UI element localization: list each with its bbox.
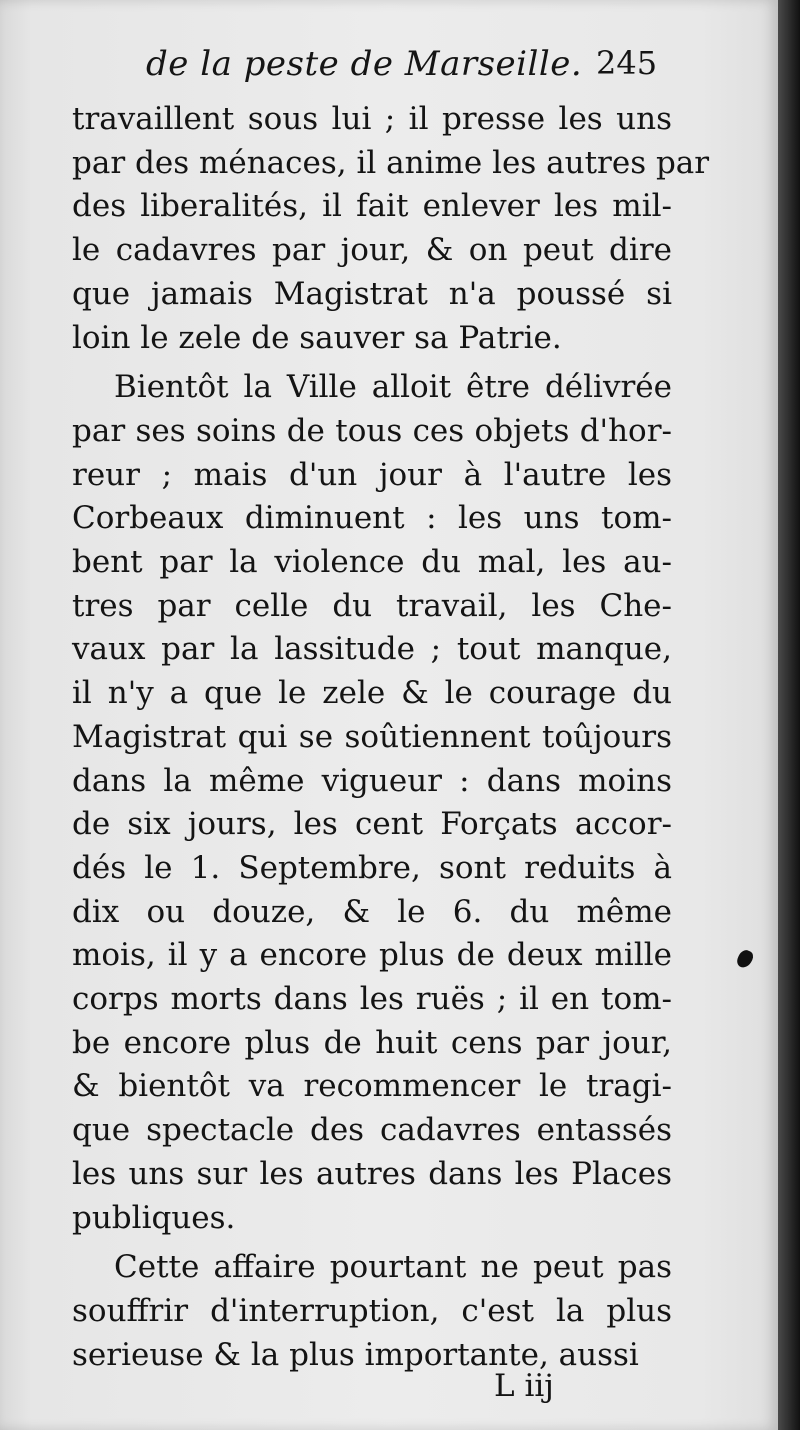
text-line: reur ; mais d'un jour à l'autre les [72,456,672,493]
text-line: Magistrat qui se soûtiennent toûjours [72,718,672,755]
text-line: par ses soins de tous ces objets d'hor- [72,412,672,449]
text-line: dés le 1. Septembre, sont reduits à [72,849,672,886]
text-line: que spectacle des cadavres entassés [72,1112,672,1149]
text-line: & bientôt va recommencer le tragi- [72,1068,672,1105]
ink-blot [735,948,755,970]
book-spine-shadow [778,0,800,1430]
text-line: bent par la violence du mal, les au- [72,544,672,581]
text-line: corps morts dans les ruës ; il en tom- [72,981,672,1018]
text-line: le cadavres par jour, & on peut dire [72,232,672,269]
text-line: dix ou douze, & le 6. du même [72,893,672,930]
paragraph [72,98,710,360]
text-line: vaux par la lassitude ; tout manque, [72,631,672,668]
page-header [118,44,660,92]
body-text [72,98,710,1377]
text-line: des liberalités, il fait enlever les mil- [72,188,672,225]
text-line: que jamais Magistrat n'a poussé si [72,275,672,312]
text-line: tres par celle du travail, les Che- [72,587,672,624]
text-line: be encore plus de huit cens par jour, [72,1024,672,1061]
page-number: 245 [596,44,658,82]
text-line: il n'y a que le zele & le courage du [72,675,672,712]
paragraph [72,366,672,1240]
text-line: publiques. [72,1199,236,1236]
text-line: de six jours, les cent Forçats accor- [72,806,672,843]
text-line: travaillent sous lui ; il presse les uns [72,101,672,137]
text-line: par des ménaces, il anime les autres par [72,144,710,181]
text-line: serieuse & la plus importante, aussi [72,1336,639,1373]
text-line: souffrir d'interruption, c'est la plus [72,1292,672,1329]
text-line: dans la même vigueur : dans moins [72,762,672,799]
text-line: Cette affaire pourtant ne peut pas [114,1249,672,1286]
text-line: mois, il y a encore plus de deux mille [72,937,672,974]
text-line: Corbeaux diminuent : les uns tom- [72,500,672,537]
paragraph [72,1246,672,1377]
text-line: loin le zele de sauver sa Patrie. [72,319,562,356]
text-line: les uns sur les autres dans les Places [72,1155,672,1192]
text-line: Bientôt la Ville alloit être délivrée [114,369,672,406]
running-head: de la peste de Marseille. [146,44,583,84]
signature-mark: L iij [494,1368,554,1404]
